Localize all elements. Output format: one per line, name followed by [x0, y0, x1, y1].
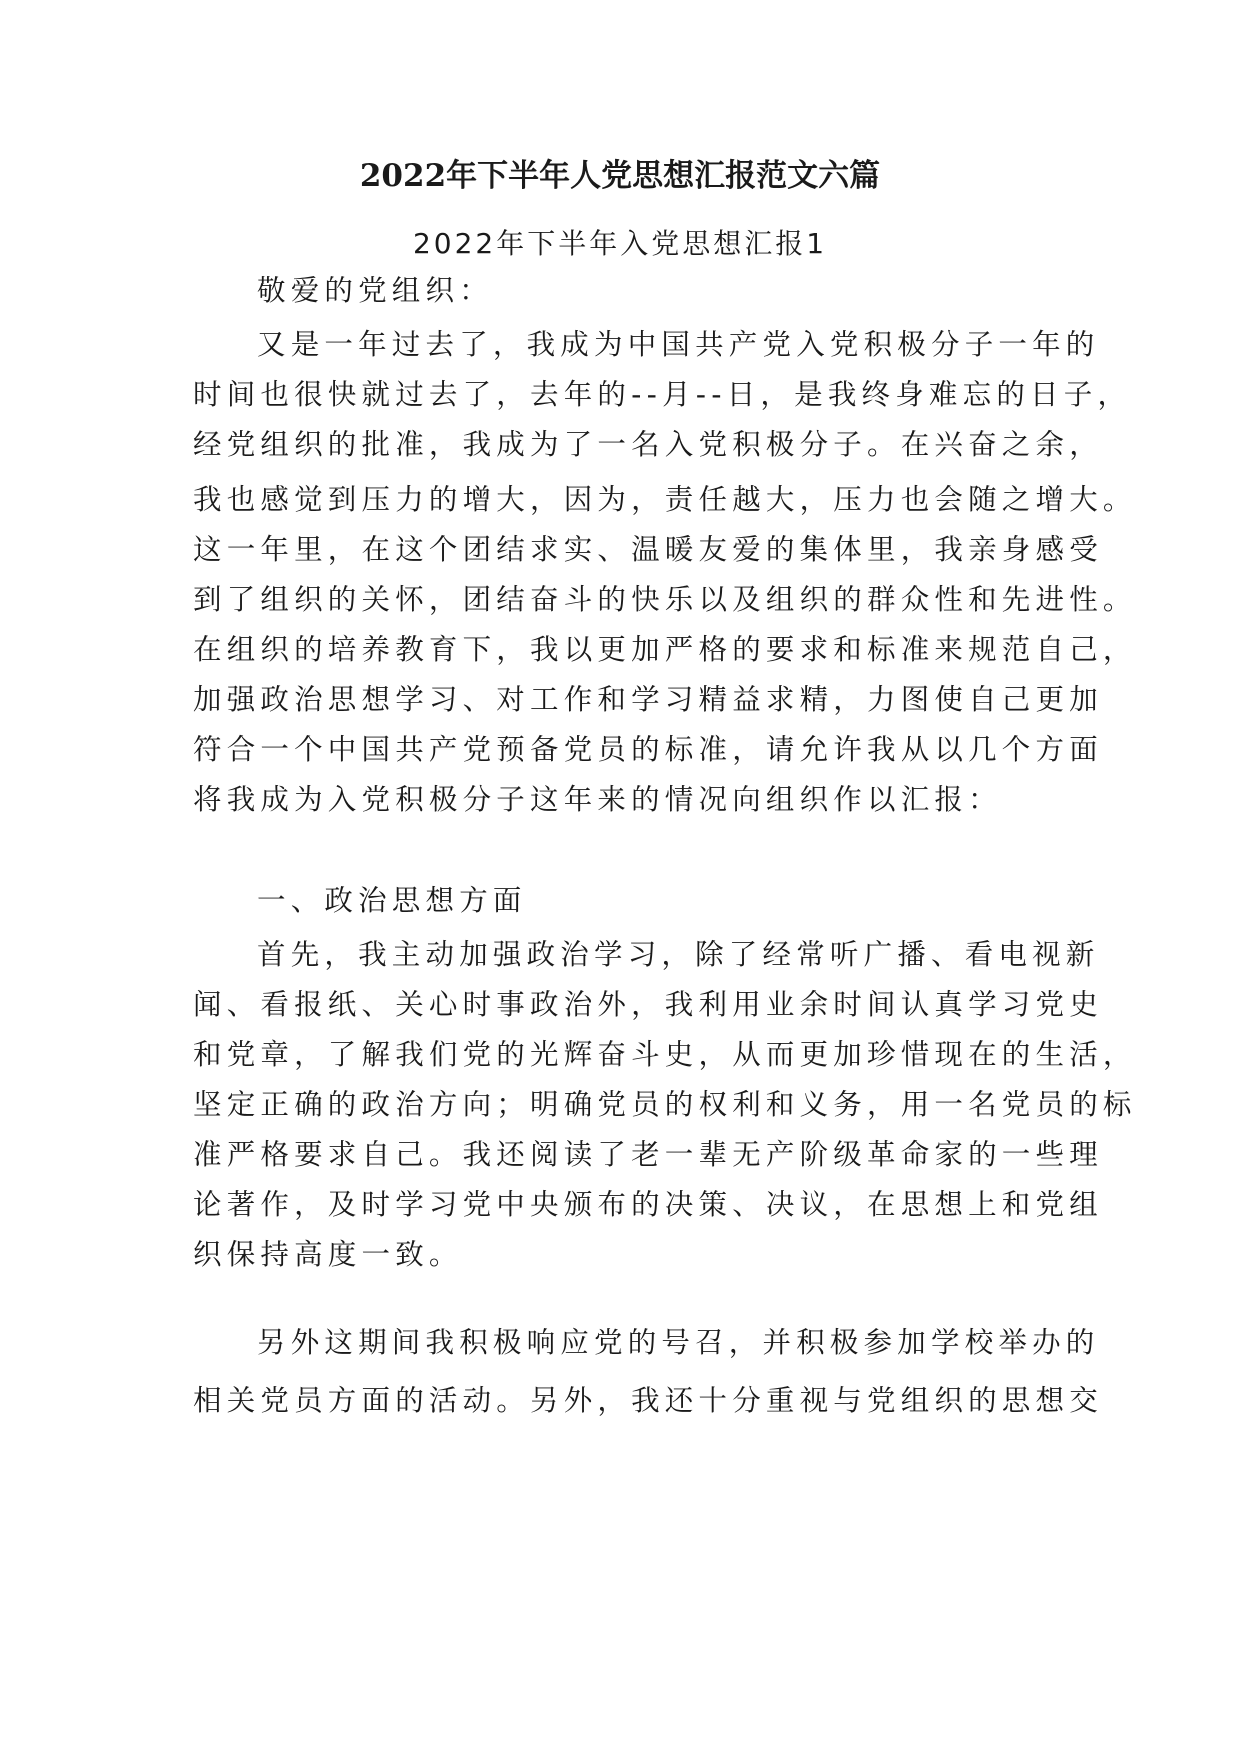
paragraph-line: 时间也很快就过去了，去年的--月--日，是我终身难忘的日子， — [193, 378, 1132, 411]
paragraph-line: 到了组织的关怀，团结奋斗的快乐以及组织的群众性和先进性。 — [193, 583, 1137, 616]
paragraph-line: 在组织的培养教育下，我以更加严格的要求和标准来规范自己， — [193, 633, 1137, 666]
paragraph-line: 符合一个中国共产党预备党员的标准，请允许我从以几个方面 — [193, 733, 1103, 766]
paragraph-line: 相关党员方面的活动。另外，我还十分重视与党组织的思想交 — [193, 1384, 1103, 1417]
salutation: 敬爱的党组织： — [257, 274, 493, 307]
paragraph-line: 坚定正确的政治方向；明确党员的权利和义务，用一名党员的标 — [193, 1088, 1137, 1121]
paragraph-line: 织保持高度一致。 — [193, 1238, 463, 1271]
salutation-block — [193, 266, 1053, 316]
paragraph-line: 和党章，了解我们党的光辉奋斗史，从而更加珍惜现在的生活， — [193, 1038, 1137, 1071]
paragraph-line: 这一年里，在这个团结求实、温暖友爱的集体里，我亲身感受 — [193, 533, 1103, 566]
paragraph-line: 将我成为入党积极分子这年来的情况向组织作以汇报： — [193, 783, 1002, 816]
document-subtitle: 2022年下半年入党思想汇报1 — [412, 227, 828, 260]
paragraph-line: 我也感觉到压力的增大，因为，责任越大，压力也会随之增大。 — [193, 483, 1137, 516]
paragraph-3 — [193, 930, 1137, 1280]
paragraph-line: 闻、看报纸、关心时事政治外，我利用业余时间认真学习党史 — [193, 988, 1103, 1021]
paragraph-2 — [193, 475, 1137, 825]
paragraph-line: 首先，我主动加强政治学习，除了经常听广播、看电视新 — [257, 938, 1100, 971]
section-heading: 一、政治思想方面 — [257, 884, 527, 917]
paragraph-4 — [193, 1318, 1103, 1426]
paragraph-1 — [193, 320, 1132, 470]
paragraph-line: 另外这期间我积极响应党的号召，并积极参加学校举办的 — [257, 1326, 1100, 1359]
paragraph-line: 经党组织的批准，我成为了一名入党积极分子。在兴奋之余， — [193, 428, 1103, 461]
section-heading-block — [193, 876, 1053, 926]
paragraph-line: 加强政治思想学习、对工作和学习精益求精，力图使自己更加 — [193, 683, 1103, 716]
document-title: 2022年下半年人党思想汇报范文六篇 — [359, 158, 881, 194]
paragraph-line: 准严格要求自己。我还阅读了老一辈无产阶级革命家的一些理 — [193, 1138, 1103, 1171]
paragraph-line: 论著作，及时学习党中央颁布的决策、决议，在思想上和党组 — [193, 1188, 1103, 1221]
paragraph-line: 又是一年过去了，我成为中国共产党入党积极分子一年的 — [257, 328, 1100, 361]
